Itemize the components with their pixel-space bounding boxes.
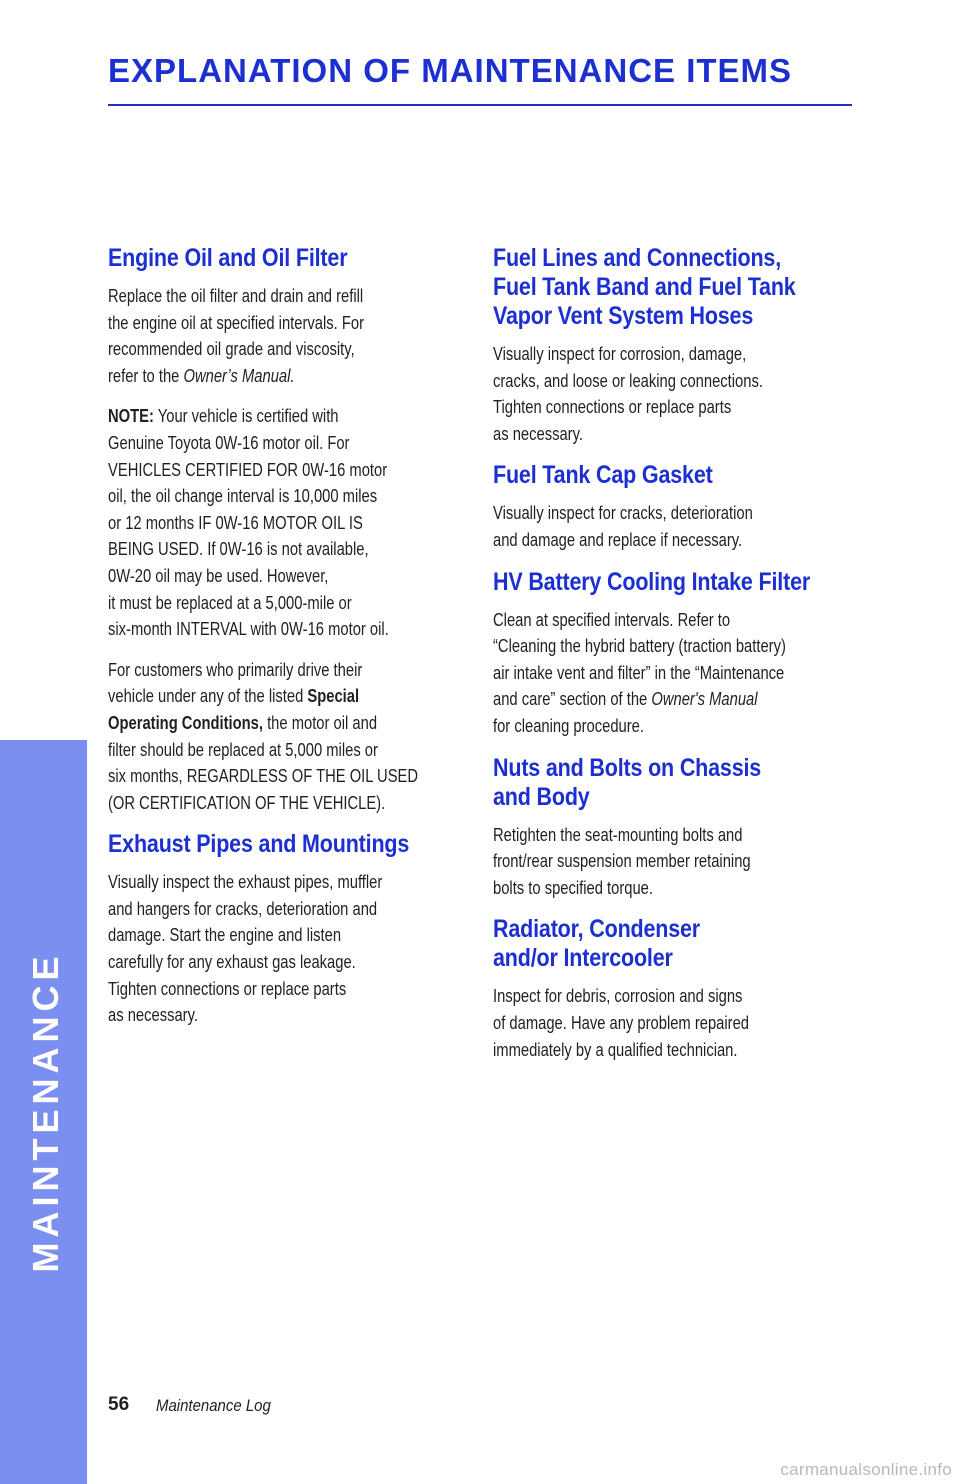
- page-title: EXPLANATION OF MAINTENANCE ITEMS: [108, 52, 793, 89]
- text-line: it must be replaced at a 5,000-mile or: [108, 592, 352, 613]
- text-fragment: Your vehicle is certified with: [153, 406, 339, 427]
- text-line: For customers who primarily drive their: [108, 659, 363, 680]
- heading-line: and/or Intercooler: [493, 944, 673, 973]
- left-column: [108, 244, 460, 1043]
- heading-engine-oil: Engine Oil and Oil Filter: [108, 244, 348, 272]
- heading-fuel-cap: Fuel Tank Cap Gasket: [493, 461, 713, 490]
- text-line: carefully for any exhaust gas leakage.: [108, 952, 356, 973]
- text-fragment: refer to the: [108, 365, 184, 386]
- text-line: filter should be replaced at 5,000 miles or: [108, 739, 378, 760]
- bold-term: Operating Conditions,: [108, 712, 263, 733]
- heading-hv-battery: HV Battery Cooling Intake Filter: [493, 567, 811, 596]
- heading-exhaust: Exhaust Pipes and Mountings: [108, 830, 410, 859]
- text-line: oil, the oil change interval is 10,000 miles: [108, 486, 378, 507]
- text-line: and damage and replace if necessary.: [493, 529, 743, 550]
- section-nuts-bolts: [493, 754, 853, 902]
- heading-fuel-lines: [493, 244, 803, 331]
- special-conditions-paragraph: [108, 657, 460, 817]
- heading-nuts-bolts: [493, 754, 803, 812]
- text-line: six-month INTERVAL with 0W-16 motor oil.: [108, 619, 389, 640]
- text-line: recommended oil grade and viscosity,: [108, 339, 355, 360]
- text-line: damage. Start the engine and listen: [108, 925, 342, 946]
- text-line: or 12 months IF 0W-16 MOTOR OIL IS: [108, 512, 363, 533]
- heading-line: Vapor Vent System Hoses: [493, 302, 754, 330]
- page-number: 56: [108, 1394, 130, 1415]
- heading-line: and Body: [493, 782, 590, 811]
- text-line: front/rear suspension member retaining: [493, 851, 751, 872]
- text-line: Tighten connections or replace parts: [108, 978, 347, 999]
- engine-oil-note: [108, 403, 460, 642]
- engine-oil-paragraph: [108, 283, 460, 389]
- note-label: NOTE:: [108, 406, 154, 427]
- text-line: Visually inspect the exhaust pipes, muffler: [108, 872, 383, 893]
- fuel-lines-paragraph: [493, 341, 853, 447]
- text-line: for cleaning procedure.: [493, 715, 644, 736]
- radiator-paragraph: [493, 983, 853, 1063]
- section-engine-oil: [108, 244, 460, 816]
- text-line: [108, 363, 460, 390]
- text-line: [108, 403, 460, 430]
- text-line: bolts to specified torque.: [493, 877, 654, 898]
- text-line: as necessary.: [493, 423, 583, 444]
- watermark: carmanualsonline.info: [780, 1460, 952, 1479]
- text-line: Genuine Toyota 0W-16 motor oil. For: [108, 432, 350, 453]
- section-hv-battery: [493, 568, 853, 740]
- text-line: the engine oil at specified intervals. For: [108, 312, 364, 333]
- text-fragment: the motor oil and: [262, 712, 378, 733]
- text-line: VEHICLES CERTIFIED FOR 0W-16 motor: [108, 459, 388, 480]
- text-line: Tighten connections or replace parts: [493, 397, 732, 418]
- text-fragment: vehicle under any of the listed: [108, 686, 308, 707]
- bold-term: Special: [307, 686, 360, 707]
- hv-battery-paragraph: [493, 607, 853, 740]
- text-line: Replace the oil filter and drain and refill: [108, 286, 364, 306]
- text-line: Retighten the seat-mounting bolts and: [493, 824, 743, 845]
- text-line: and hangers for cracks, deterioration and: [108, 898, 378, 919]
- text-line: Inspect for debris, corrosion and signs: [493, 986, 743, 1007]
- heading-line: Nuts and Bolts on Chassis: [493, 753, 762, 782]
- footer-label: Maintenance Log: [156, 1396, 271, 1415]
- text-line: Visually inspect for corrosion, damage,: [493, 344, 747, 364]
- text-line: as necessary.: [108, 1005, 198, 1026]
- heading-line: Fuel Tank Band and Fuel Tank: [493, 273, 796, 301]
- section-radiator: [493, 915, 853, 1063]
- section-fuel-lines: [493, 244, 853, 447]
- text-line: [108, 683, 460, 710]
- nuts-bolts-paragraph: [493, 822, 853, 902]
- text-line: air intake vent and filter” in the “Maintenance: [493, 662, 785, 683]
- fuel-cap-paragraph: [493, 500, 853, 553]
- text-line: Visually inspect for cracks, deterioration: [493, 503, 753, 524]
- section-fuel-cap: [493, 461, 853, 553]
- title-divider: [108, 104, 852, 106]
- text-line: Clean at specified intervals. Refer to: [493, 609, 731, 630]
- text-line: of damage. Have any problem repaired: [493, 1012, 749, 1033]
- heading-line: Fuel Lines and Connections,: [493, 244, 782, 272]
- text-line: immediately by a qualified technician.: [493, 1039, 738, 1060]
- owners-manual-ref: Owner's Manual: [651, 689, 758, 710]
- owners-manual-ref: Owner’s Manual.: [183, 365, 295, 386]
- text-line: [493, 686, 853, 713]
- text-line: [108, 710, 460, 737]
- text-line: six months, REGARDLESS OF THE OIL USED: [108, 766, 419, 787]
- heading-radiator: [493, 915, 803, 973]
- right-column: [493, 244, 853, 1077]
- text-line: cracks, and loose or leaking connections.: [493, 370, 763, 391]
- heading-line: Radiator, Condenser: [493, 915, 701, 944]
- side-tab-label: MAINTENANCE: [25, 951, 66, 1273]
- text-line: BEING USED. If 0W-16 is not available,: [108, 539, 369, 560]
- text-line: 0W-20 oil may be used. However,: [108, 565, 329, 586]
- text-line: (OR CERTIFICATION OF THE VEHICLE).: [108, 792, 386, 813]
- text-line: “Cleaning the hybrid battery (traction battery): [493, 636, 786, 657]
- exhaust-paragraph: [108, 869, 460, 1029]
- section-exhaust: [108, 830, 460, 1029]
- text-fragment: and care” section of the: [493, 689, 652, 710]
